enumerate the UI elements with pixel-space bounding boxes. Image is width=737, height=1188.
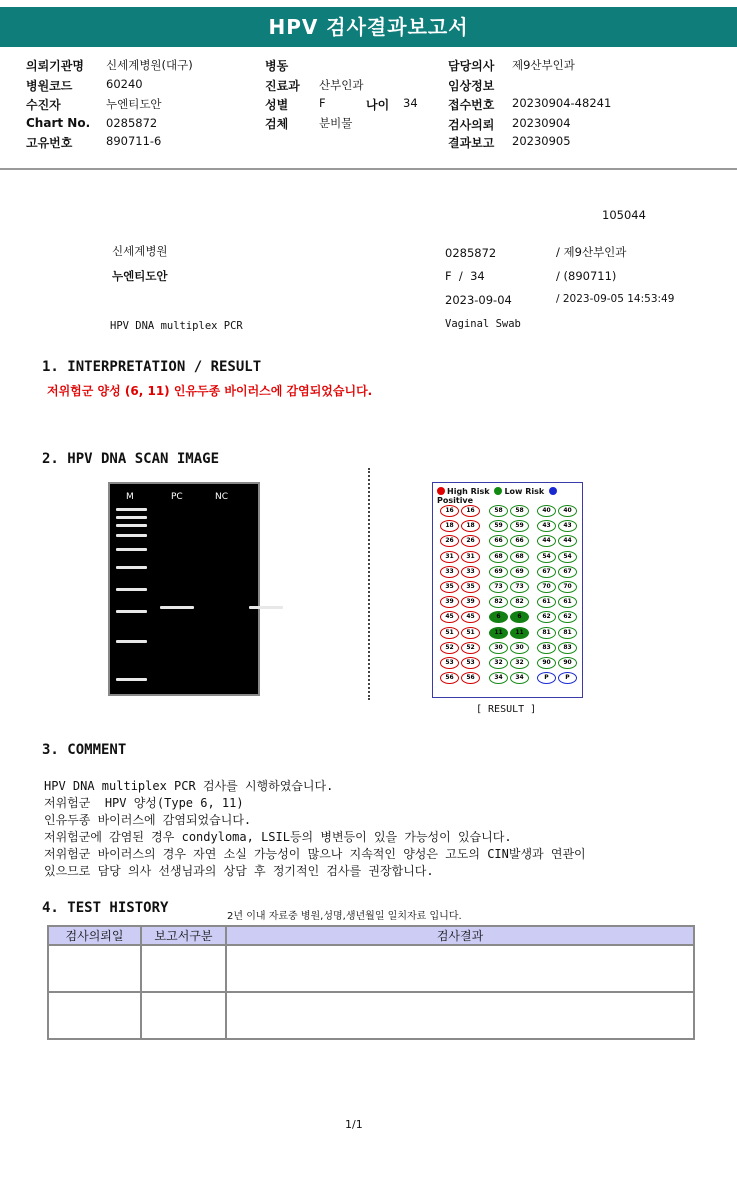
unique-no-value: 890711-6 [106, 134, 162, 148]
info-chart: 0285872 [445, 246, 497, 260]
gel-image [108, 482, 273, 696]
plate-well: 39 [461, 596, 480, 608]
department-value: 산부인과 [319, 78, 364, 92]
patient-value: 누엔티도안 [106, 97, 162, 111]
ward-label: 병동 [265, 59, 289, 73]
plate-well: 34 [489, 672, 508, 684]
plate-well: 39 [440, 596, 459, 608]
hospital-code-label: 병원코드 [26, 79, 73, 93]
plate-well: 52 [440, 642, 459, 654]
plate-well: 51 [461, 627, 480, 639]
plate-well: 33 [440, 566, 459, 578]
report-number: 105044 [602, 208, 646, 222]
doctor-value: 제9산부인과 [512, 58, 575, 72]
ladder-band [116, 548, 147, 551]
plate-well: 26 [461, 535, 480, 547]
specimen-label: 검체 [265, 117, 289, 131]
plate-well: 62 [558, 611, 577, 623]
plate-well: 45 [440, 611, 459, 623]
positive-dot-icon [549, 487, 557, 495]
plate-well: 40 [537, 505, 556, 517]
plate-well: 26 [440, 535, 459, 547]
info-birth: / (890711) [556, 269, 617, 283]
hospital-name-value: 신세계병원(대구) [106, 58, 193, 72]
plate-well: 6 [510, 611, 529, 623]
ladder-band [116, 516, 147, 519]
receipt-no-label: 접수번호 [448, 98, 495, 112]
age-label: 나이 [366, 98, 390, 112]
plate-well: 11 [510, 627, 529, 639]
plate-well: 18 [461, 520, 480, 532]
chart-no-value: 0285872 [106, 116, 158, 130]
report-title: HPV 검사결과보고서 [0, 7, 737, 47]
gel-lane-label-nc: NC [215, 492, 229, 502]
plate-well: 81 [537, 627, 556, 639]
plate-well: 68 [489, 551, 508, 563]
receipt-no-value: 20230904-48241 [512, 96, 612, 110]
info-specimen: Vaginal Swab [445, 318, 521, 330]
plate-well: 83 [537, 642, 556, 654]
specimen-value: 분비물 [319, 116, 353, 130]
legend-positive: Positive [437, 496, 474, 505]
plate-well: 62 [537, 611, 556, 623]
comment-line: 있으므로 담당 의사 선생님과의 상담 후 정기적인 검사를 권장합니다. [44, 864, 434, 878]
plate-caption: [ RESULT ] [476, 704, 537, 715]
chart-no-label: Chart No. [26, 116, 91, 130]
plate-well: 68 [510, 551, 529, 563]
plate-well: 16 [461, 505, 480, 517]
low-risk-dot-icon [494, 487, 502, 495]
plate-well: 31 [461, 551, 480, 563]
table-row [48, 992, 694, 1039]
history-col-result: 검사결과 [226, 926, 694, 945]
plate-well: 70 [537, 581, 556, 593]
info-hospital: 신세계병원 [112, 244, 168, 258]
info-date: 2023-09-04 [445, 293, 512, 307]
history-header-row [48, 926, 694, 945]
age-value: 34 [403, 96, 418, 110]
plate-well: 31 [440, 551, 459, 563]
pc-band [160, 606, 194, 609]
request-date-value: 20230904 [512, 116, 571, 130]
info-patient: 누엔티도안 [112, 269, 168, 283]
plate-well: 54 [537, 551, 556, 563]
plate-well: 30 [510, 642, 529, 654]
plate-well: 56 [440, 672, 459, 684]
comment-line: 저위험군 HPV 양성(Type 6, 11) [44, 796, 244, 810]
unique-no-label: 고유번호 [26, 136, 73, 150]
history-note: 2년 이내 자료중 병원,성명,생년월일 일치자료 입니다. [227, 911, 462, 922]
plate-well: 30 [489, 642, 508, 654]
comment-line: HPV DNA multiplex PCR 검사를 시행하였습니다. [44, 779, 334, 793]
report-date-value: 20230905 [512, 134, 571, 148]
ladder-band [116, 524, 147, 527]
ladder-band [116, 678, 147, 681]
plate-well: 66 [510, 535, 529, 547]
hospital-name-label: 의뢰기관명 [26, 59, 84, 73]
history-col-report-type: 보고서구분 [141, 926, 226, 945]
plate-well: 90 [537, 657, 556, 669]
ladder-band [116, 588, 147, 591]
plate-well: 69 [489, 566, 508, 578]
comment-text [44, 778, 586, 880]
plate-well: 90 [558, 657, 577, 669]
plate-well: 16 [440, 505, 459, 517]
info-doctor: / 제9산부인과 [556, 245, 627, 259]
plate-well: 83 [558, 642, 577, 654]
plate-well: 52 [461, 642, 480, 654]
legend-high-risk: High Risk [447, 487, 490, 496]
patient-label: 수진자 [26, 98, 61, 112]
plate-well: 70 [558, 581, 577, 593]
plate-well: 43 [558, 520, 577, 532]
clinical-info-label: 임상정보 [448, 79, 495, 93]
ladder-band [116, 566, 147, 569]
plate-well: 59 [510, 520, 529, 532]
divider-dotted-line [368, 468, 370, 700]
section-interpretation-title: 1. INTERPRETATION / RESULT [42, 359, 262, 375]
plate-well: 32 [510, 657, 529, 669]
page-number: 1/1 [345, 1118, 363, 1131]
plate-well: 61 [537, 596, 556, 608]
info-report-datetime: / 2023-09-05 14:53:49 [556, 293, 675, 305]
gel-lane-label-pc: PC [171, 492, 183, 502]
hospital-code-value: 60240 [106, 77, 143, 91]
section-scan-title: 2. HPV DNA SCAN IMAGE [42, 451, 220, 467]
plate-well: 51 [440, 627, 459, 639]
plate-well: 45 [461, 611, 480, 623]
plate-well: 33 [461, 566, 480, 578]
ladder-band [116, 610, 147, 613]
plate-well: P [537, 672, 556, 684]
plate-well: 67 [537, 566, 556, 578]
plate-well: 44 [558, 535, 577, 547]
history-col-request-date: 검사의뢰일 [48, 926, 141, 945]
plate-well: 43 [537, 520, 556, 532]
gel-lane-label-sa: SA [260, 492, 273, 502]
plate-well: 53 [440, 657, 459, 669]
plate-well: 58 [489, 505, 508, 517]
plate-well: 66 [489, 535, 508, 547]
comment-line: 저위험군에 감염된 경우 condyloma, LSIL등의 병변등이 있을 가능성이 있습니다. [44, 830, 512, 844]
comment-line: 저위험군 바이러스의 경우 자연 소실 가능성이 많으나 지속적인 양성은 고도의 CIN발생과 연관이 [44, 847, 586, 861]
plate-well: 6 [489, 611, 508, 623]
plate-well: 69 [510, 566, 529, 578]
department-label: 진료과 [265, 79, 300, 93]
plate-legend [437, 487, 582, 505]
plate-well: 54 [558, 551, 577, 563]
section-history-title: 4. TEST HISTORY [42, 900, 169, 916]
doctor-label: 담당의사 [448, 59, 495, 73]
plate-well: 82 [510, 596, 529, 608]
result-text: 저위험군 양성 (6, 11) 인유두종 바이러스에 감염되었습니다. [47, 384, 373, 398]
plate-well: 58 [510, 505, 529, 517]
plate-well: 34 [510, 672, 529, 684]
info-test-name: HPV DNA multiplex PCR [110, 320, 243, 332]
plate-well: 18 [440, 520, 459, 532]
plate-well: 44 [537, 535, 556, 547]
plate-well: 32 [489, 657, 508, 669]
report-date-label: 결과보고 [448, 136, 495, 150]
ladder-band [116, 508, 147, 511]
comment-line: 인유두종 바이러스에 감염되었습니다. [44, 813, 252, 827]
hpv-plate [432, 482, 583, 698]
high-risk-dot-icon [437, 487, 445, 495]
sa-band [249, 606, 283, 609]
section-comment-title: 3. COMMENT [42, 742, 127, 758]
plate-well: 61 [558, 596, 577, 608]
plate-well: 82 [489, 596, 508, 608]
plate-well: 35 [461, 581, 480, 593]
sex-value: F [319, 96, 326, 110]
header-divider [0, 168, 737, 170]
table-row [48, 945, 694, 992]
legend-low-risk: Low Risk [504, 487, 545, 496]
plate-well: 81 [558, 627, 577, 639]
plate-well: 59 [489, 520, 508, 532]
plate-well: 35 [440, 581, 459, 593]
plate-well: P [558, 672, 577, 684]
plate-well: 11 [489, 627, 508, 639]
history-table [47, 925, 695, 1040]
plate-well: 56 [461, 672, 480, 684]
plate-well: 67 [558, 566, 577, 578]
sex-label: 성별 [265, 98, 289, 112]
plate-well: 73 [510, 581, 529, 593]
info-sex-age: F / 34 [445, 269, 485, 283]
ladder-band [116, 640, 147, 643]
plate-well: 53 [461, 657, 480, 669]
plate-well: 73 [489, 581, 508, 593]
gel-lane-label-m: M [126, 492, 134, 502]
ladder-band [116, 534, 147, 537]
request-date-label: 검사의뢰 [448, 118, 495, 132]
plate-well: 40 [558, 505, 577, 517]
